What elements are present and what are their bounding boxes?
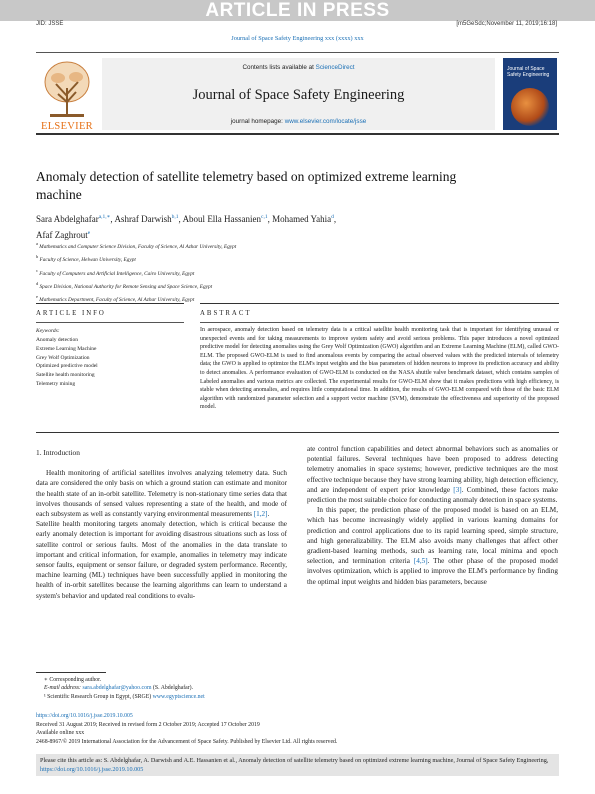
divider <box>36 432 559 433</box>
article-title: Anomaly detection of satellite telemetry based on optimized extreme learning machine <box>36 169 457 202</box>
citation-notice: Please cite this article as: S. Abdelghafar, A. Darwish and A.E. Hassanien et al., Anomaly detection of satellite telemetry based on optimized extreme learning machine, Journal of Space Safety Engineering, https://doi.org/10.1016/j.jsse.2019.10.005 <box>36 754 559 776</box>
divider <box>200 303 559 304</box>
divider <box>36 672 106 673</box>
keyword: Telemetry mining <box>36 380 76 387</box>
author-list: Sara Abdelghafar$^{a,1,∗}$, Ashraf Darwish$^{b,1}$, Aboul Ella Hassanien$^{c,1}$, Mohamed Yahia$^d$, Afaf Zaghrout$^e$ <box>36 214 337 240</box>
keyword: Grey Wolf Optimization <box>36 354 90 361</box>
affiliation: $^c$ Faculty of Computers and Artificial Intelligence, Cairo University, Egypt <box>36 267 195 277</box>
divider <box>36 133 559 135</box>
citation-link[interactable]: [4,5] <box>413 557 428 566</box>
divider <box>36 303 184 304</box>
paragraph: Satellite health monitoring targets anomaly detection, which is critical because the early anomaly detection is important for avoiding disastrous situations such as loss of satellite control or serious faults. Most of the anomalies in the data translate to important and critical information, for example, anomalies in telemetry may indicate sensor faults, equipment or sensor failure, or degraded system performance. Recently, machine learning (ML) techniques have been successfully applied in monitoring the health of in-orbit satellites because the learning algorithms can learn to understand a system's behavior and updated real conditions to evalu- <box>36 520 287 600</box>
citation-link[interactable]: [1,2] <box>253 510 268 519</box>
publisher-name: ELSEVIER <box>41 121 93 132</box>
group-note: ¹ Scientific Research Group in Egypt, (SRGE) www.egyptscience.net <box>44 693 205 700</box>
affiliation: $^a$ Mathematics and Computer Science Division, Faculty of Science, Al Azhar University, Egypt <box>36 241 237 250</box>
cover-title: Journal of Space Safety Engineering <box>507 66 550 78</box>
keyword-list <box>36 336 98 389</box>
paragraph: Health monitoring of artificial satellites involves analyzing telemetry data. Such data are considered the only basis on which a ground station can estimate and monitor the health state of an in-orbit satellite. Telemetry is non-stationary time series data that involves thousands of sensed values representing a state of the health, and mode of each subsystem as well as constantly varying environmental measurements [1,2]. <box>36 469 287 519</box>
keyword: Optimized predictive model <box>36 363 98 370</box>
affiliation: $^b$ Faculty of Science, Helwan University, Egypt <box>36 254 136 264</box>
available-online: Available online xxx <box>36 730 85 737</box>
journal-title: Journal of Space Safety Engineering <box>192 87 405 103</box>
divider <box>36 52 559 53</box>
author[interactable]: Afaf Zaghrout$^e$ <box>36 230 91 240</box>
keyword: Satellite health monitoring <box>36 372 95 379</box>
article-in-press-banner: ARTICLE IN PRESS <box>0 0 595 21</box>
contents-line <box>102 64 495 71</box>
section-heading: 1. Introduction <box>36 448 80 457</box>
article-history <box>36 712 559 746</box>
email-link[interactable]: sara.abdelghafar@yahoo.com <box>82 685 152 692</box>
elsevier-tree-logo <box>38 58 96 130</box>
citation-link[interactable]: [3] <box>453 485 462 494</box>
copyright: 2468-8967/© 2019 International Association for the Advancement of Space Safety. Published by Elsevier Ltd. All rights reserved. <box>36 738 338 745</box>
doi-link[interactable]: https://doi.org/10.1016/j.jsse.2019.10.005 <box>36 713 133 719</box>
divider <box>36 322 184 323</box>
body-column-right <box>307 444 558 587</box>
keyword: Extreme Learning Machine <box>36 345 97 352</box>
homepage-line <box>102 118 495 125</box>
divider <box>200 322 559 323</box>
article-info-heading: ARTICLE INFO <box>36 310 106 317</box>
affiliation: $^d$ Space Division, National Authority for Remote Sensing and Space Science, Egypt <box>36 281 213 290</box>
citation-doi-link[interactable]: https://doi.org/10.1016/j.jsse.2019.10.005 <box>40 766 144 773</box>
affiliation-list <box>36 239 486 306</box>
paragraph: In this paper, the prediction phase of the proposed model is based on an ELM, which has become increasingly widely applied in various learning domains for prediction and control applications due to its rapid learning speed, simple structure, and high generalizability. The ELM also avoids many challenges that affect other gradient-based learning methods, such as learning rate, local minima and epoch selection, and termination criteria [4,5]. The other phase of the proposed model involves optimization, which is applied to improve the ELM's performance by finding the optimal input weights and hidden bias parameters, because <box>307 506 559 586</box>
author[interactable]: Aboul Ella Hassanien$^{c,1}$ <box>182 214 268 224</box>
cover-planet-graphic <box>511 88 549 126</box>
corresponding-author-note: ∗ Corresponding author. <box>44 677 102 683</box>
contents-prefix: Contents lists available at <box>242 64 316 71</box>
footnotes <box>36 676 559 701</box>
abstract-text: In aerospace, anomaly detection based on telemetry data is a critical satellite health monitoring task that is important for identifying unusual or unexpected events and for taking measurements to improve system safety and avoid serious problems. This paper introduces a novel optimized predictive model for detecting anomalies using the Grey Wolf Optimization (GWO) algorithm and an Extreme Learning Machine (ELM), called GWO-ELM. The proposed GWO-ELM is used to find anomalous events by comparing the actual observed values with the predicted intervals of telemetry data; the GWO is applied to optimize the ELM's input weights and the bias parameters of hidden neurons to improve its prediction accuracy and ability to detect anomalies. A performance evaluation of GWO-ELM is conducted on the NASA shuttle valve benchmark dataset, which contains samples of Labeled anomalies and various metrics are collected. The experimental results for GWO-ELM show that it makes predictions with high efficiency, is stable when detecting anomalies, and requires little computational time. In addition, the results of GWO-ELM compared with those of the basic ELM algorithm with randomized parameter selection and a support vector machine (SVM), demonstrate the effectiveness and superiority of the proposed model. <box>200 327 559 411</box>
affiliation: $^e$ Mathematics Department, Faculty of Science, Al Azhar University, Egypt <box>36 294 195 304</box>
group-link[interactable]: www.egyptscience.net <box>152 693 205 700</box>
email-note: E-mail address: sara.abdelghafar@yahoo.com (S. Abdelghafar). <box>44 685 194 692</box>
author[interactable]: Mohamed Yahia$^d$ <box>272 214 334 224</box>
keyword: Anomaly detection <box>36 337 79 343</box>
journal-cover-image <box>503 58 557 130</box>
sciencedirect-link[interactable]: ScienceDirect <box>315 64 355 71</box>
journal-reference-link[interactable]: Journal of Space Safety Engineering xxx (xxxx) xxx <box>231 35 364 42</box>
build-stamp: [m5GeSdc;November 11, 2019;16:18] <box>456 21 557 27</box>
homepage-link[interactable]: www.elsevier.com/locate/jsse <box>284 118 367 125</box>
history-dates: Received 31 August 2019; Received in revised form 2 October 2019; Accepted 17 October 2019 <box>36 721 260 728</box>
author[interactable]: Ashraf Darwish$^{b,1}$ <box>114 214 179 224</box>
author[interactable]: Sara Abdelghafar$^{a,1,∗}$ <box>36 214 111 224</box>
journal-id: JID: JSSE <box>36 21 64 27</box>
keywords-label: Keywords: <box>36 328 60 334</box>
homepage-label: journal homepage: <box>230 118 285 125</box>
paragraph: ate control function capabilities and detect abnormal behaviors such as anomalies or potential failures. Several techniques have been proposed to address detecting telemetry anomalies in space systems; however, predictive techniques are the most effective technique because they have strong learning ability, high detection efficiency, and are independent of expert prior knowledge [3]. Combined, these factors make prediction the most suitable choice for conducting anomaly detection in space systems. <box>307 445 559 505</box>
body-column-left <box>36 448 287 601</box>
abstract-heading: ABSTRACT <box>200 310 252 317</box>
